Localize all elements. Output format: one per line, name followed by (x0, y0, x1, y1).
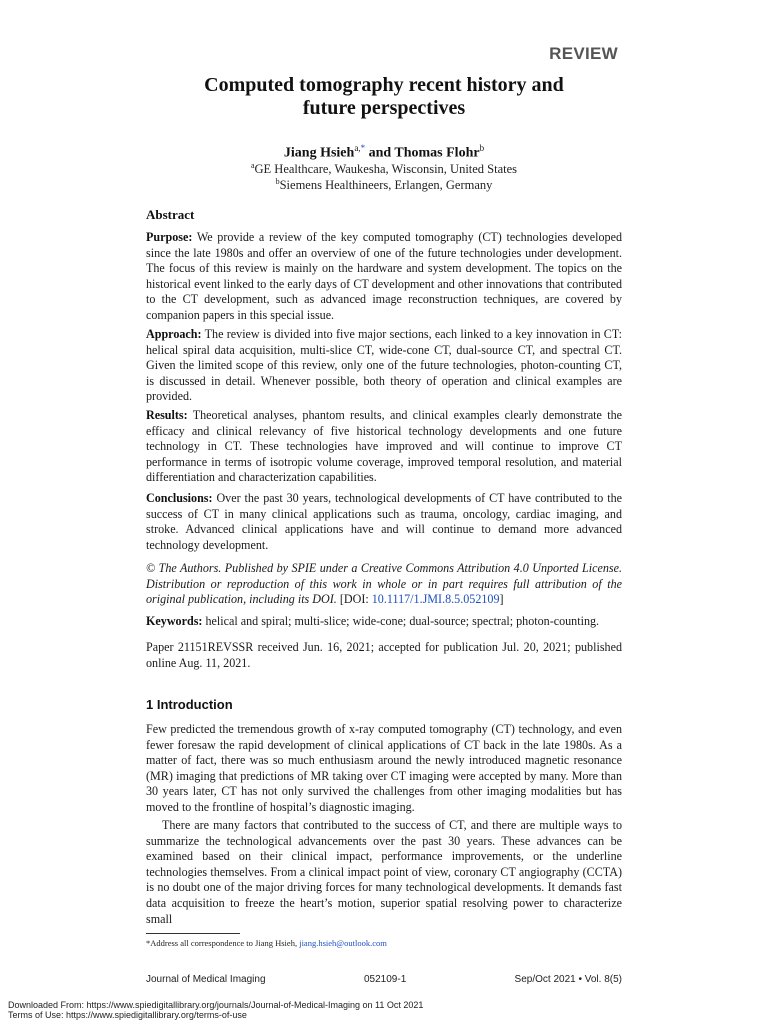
affiliation (0, 177, 768, 193)
doi-prefix: [DOI: (336, 592, 372, 607)
section-heading-introduction: 1 Introduction (146, 697, 233, 712)
author-name: Thomas Flohr (394, 145, 480, 161)
affiliation-text: GE Healthcare, Waukesha, Wisconsin, United States (254, 162, 518, 177)
abstract-purpose (146, 230, 622, 324)
footer-article-id: 052109-1 (364, 974, 407, 985)
corresponding-author-link[interactable]: * (360, 143, 366, 153)
author-name: Jiang Hsieh (283, 145, 355, 161)
title-line-2: future perspectives (302, 97, 466, 119)
section-label: REVIEW (549, 44, 618, 63)
keywords (146, 614, 622, 630)
approach-text: The review is divided into five major sections, each linked to a key innovation in CT: helical spiral data acquisition, multi-slice CT, wide-cone CT, dual-source CT, and spectral CT. Given the limited scope of this review, only one of the future technologies, photon-counting CT, is discussed in detail. Whenever possible, both theory of operation and clinical examples are provided. (146, 327, 623, 404)
affiliation-mark: a (250, 161, 255, 170)
abstract-approach (146, 327, 622, 405)
footer-issue: Sep/Oct 2021 • Vol. 8(5) (514, 974, 622, 985)
author-list (0, 143, 768, 162)
license-text: © The Authors. Published by SPIE under a Creative Commons Attribution 4.0 Unported License. Distribution or reproduction of this work in whole or in part requires full attribution of the original publication, including its DOI. (146, 561, 622, 607)
paper-title (0, 74, 768, 120)
footnote (146, 938, 387, 948)
results-label: Results: (146, 408, 188, 422)
footer-journal: Journal of Medical Imaging (146, 974, 266, 985)
doi-suffix: ] (499, 592, 504, 607)
purpose-text: We provide a review of the key computed tomography (CT) technologies developed since the late 1980s and offer an overview of one of the future technologies under development. The focus of this review is mainly on the hardware and system development. The topics on the historical event linked to the early days of CT development and other innovations that contributed to the CT development, such as advanced image reconstruction techniques, are covered by companion papers in this special issue. (146, 230, 622, 322)
approach-label: Approach: (146, 327, 202, 341)
results-text: Theoretical analyses, phantom results, and clinical examples clearly demonstrate the efficacy and clinical relevancy of five historical technology developments and one future technology in CT. These technologies have improved and will continue to improve CT performance in terms of isotropic volume coverage, improved temporal resolution, and material differentiation and characterization capabilities. (146, 408, 622, 485)
license-statement (146, 561, 622, 608)
abstract-conclusions (146, 491, 622, 553)
intro-paragraph-1: Few predicted the tremendous growth of x-ray computed tomography (CT) technology, and even fewer foresaw the rapid development of clinical applications of CT back in the late 1980s. As a matter of fact, there was so much enthusiasm around the newly introduced magnetic resonance (MR) imaging that predictions of MR taking over CT imaging were accepted by many. More than 30 years later, CT has not only survived the challenges from other imaging modalities but has moved to the frontline of hospital’s diagnostic imaging. (146, 722, 622, 814)
author-affiliation-mark: b (479, 143, 485, 153)
conclusions-text: Over the past 30 years, technological developments of CT have contributed to the success of CT in many clinical applications such as trauma, oncology, cardiac imaging, and stroke. Advanced clinical applications have and will continue to demand more advanced technology development. (146, 491, 622, 552)
terms-of-use-notice: Terms of Use: https://www.spiedigitallibrary.org/terms-of-use (8, 1010, 247, 1020)
intro-paragraph-2: There are many factors that contributed to the success of CT, and there are multiple ways to summarize the technological advancements over the past 30 years. These advances can be examined based on their clinical impact, performance improvements, or the underline technologies themselves. From a clinical impact point of view, coronary CT angiography (CCTA) is no doubt one of the major driving forces for many technological developments. It demands fast data acquisition to freeze the heart’s motion, superior spatial resolving power to characterize small (146, 818, 622, 926)
keywords-text: helical and spiral; multi-slice; wide-cone; dual-source; spectral; photon-counting. (205, 614, 600, 628)
abstract-results (146, 408, 622, 486)
doi-link[interactable]: 10.1117/1.JMI.8.5.052109 (371, 592, 500, 607)
abstract-heading: Abstract (146, 207, 195, 222)
purpose-label: Purpose: (146, 230, 193, 244)
affiliation-mark: b (275, 177, 280, 186)
paper-info: Paper 21151REVSSR received Jun. 16, 2021; accepted for publication Jul. 20, 2021; published online Aug. 11, 2021. (146, 640, 622, 670)
author-affiliation-mark: a, (354, 143, 361, 153)
author-connector: and (365, 145, 395, 161)
affiliation-text: Siemens Healthineers, Erlangen, Germany (279, 178, 493, 193)
keywords-label: Keywords: (146, 614, 203, 628)
email-link[interactable]: jiang.hsieh@outlook.com (299, 938, 387, 948)
footnote-divider (146, 933, 240, 934)
affiliation (0, 161, 768, 177)
title-line-1: Computed tomography recent history and (204, 74, 564, 96)
download-notice: Downloaded From: https://www.spiedigitallibrary.org/journals/Journal-of-Medical-Imaging on 11 Oct 2021 (8, 1000, 424, 1010)
conclusions-label: Conclusions: (146, 491, 213, 505)
footnote-text: *Address all correspondence to Jiang Hsieh, (146, 938, 300, 948)
